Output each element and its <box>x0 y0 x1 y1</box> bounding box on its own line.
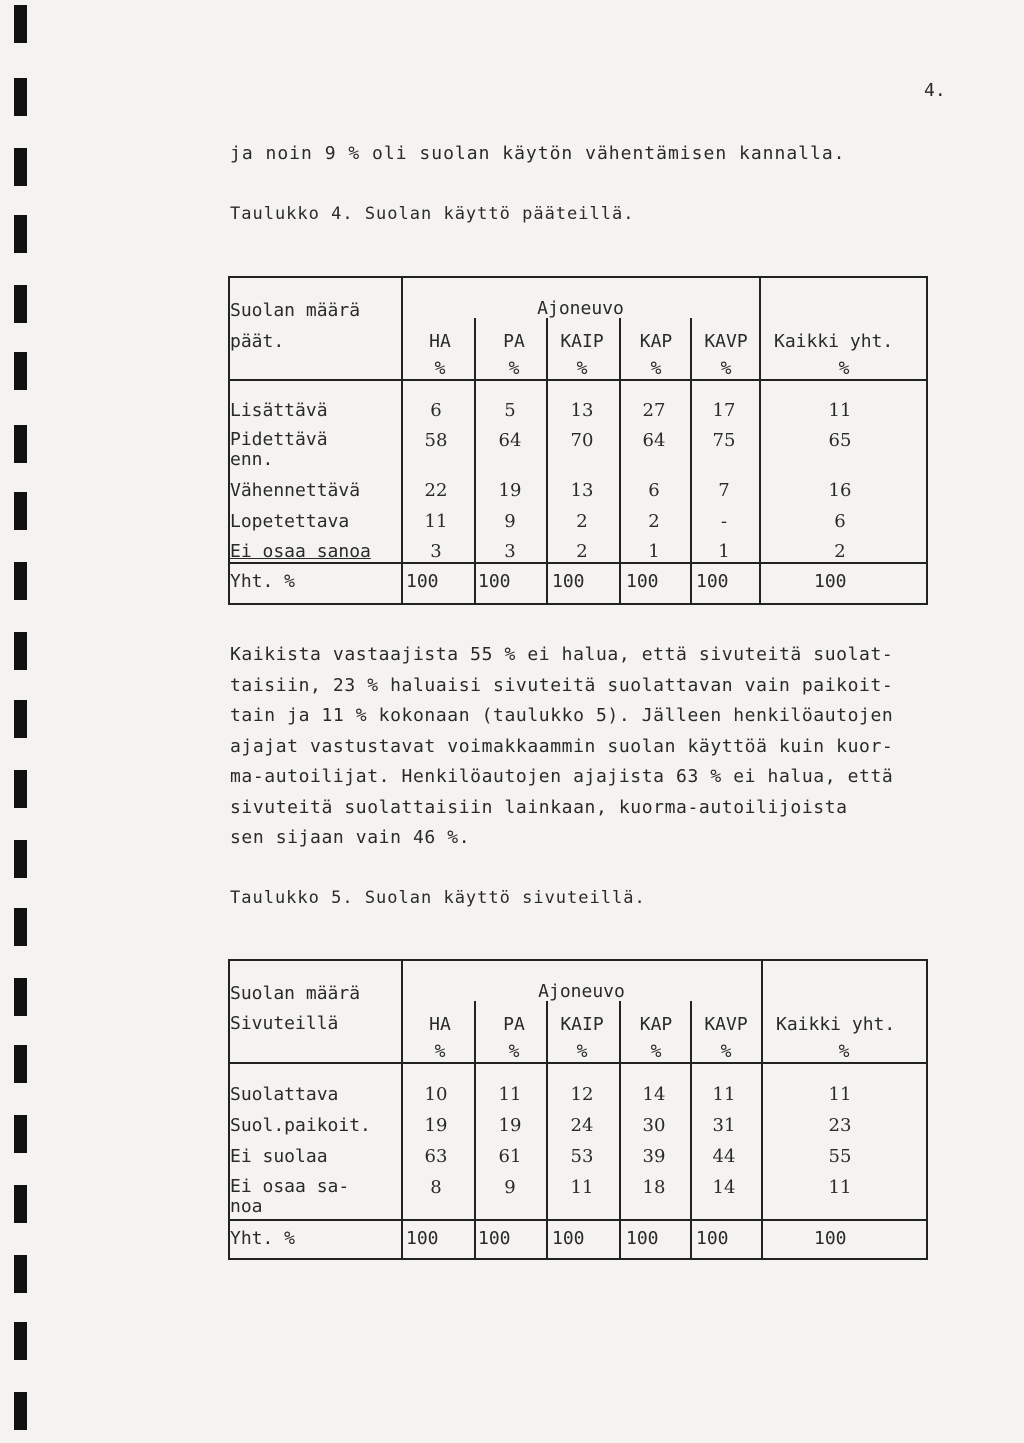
table4-value-cell: 6 <box>648 480 660 501</box>
table4-col-header: PA <box>503 331 525 352</box>
table5 <box>228 959 928 1260</box>
table4-value-cell: 64 <box>642 430 666 451</box>
table5-col-header: KAVP <box>704 1014 748 1035</box>
table5-col-header: Kaikki yht. <box>776 1014 896 1035</box>
table4-value-cell: 70 <box>570 430 594 451</box>
table5-value-cell: 55 <box>828 1146 852 1167</box>
table5-value-cell: 31 <box>712 1115 736 1136</box>
table5-unit: % <box>508 1041 520 1062</box>
table4-value-cell: 11 <box>828 400 852 421</box>
table5-value-cell: 19 <box>498 1115 522 1136</box>
table5-col-header: HA <box>429 1014 451 1035</box>
intro-line: ja noin 9 % oli suolan käytön vähentämisen kannalla. <box>230 143 846 164</box>
table4-total-cell: 100 <box>696 571 729 592</box>
table5-value-cell: 11 <box>570 1177 594 1198</box>
table5-col-header: KAIP <box>560 1014 604 1035</box>
table4-value-cell: - <box>720 511 728 532</box>
table5-value-cell: 11 <box>828 1177 852 1198</box>
table4-col-header: HA <box>429 331 451 352</box>
table5-row-label: Ei suolaa <box>230 1146 328 1167</box>
table4-value-cell: 11 <box>424 511 448 532</box>
paragraph-line: tain ja 11 % kokonaan (taulukko 5). Jälleen henkilöautojen <box>230 705 894 726</box>
table4-col-header: Kaikki yht. <box>774 331 894 352</box>
table4-col-header: KAP <box>639 331 673 352</box>
table4-value-cell: 5 <box>504 400 516 421</box>
table4-unit: % <box>576 358 588 379</box>
table4-row-label: Pidettävä enn. <box>230 429 328 470</box>
table5-value-cell: 11 <box>498 1084 522 1105</box>
table5-value-cell: 44 <box>712 1146 736 1167</box>
table5-value-cell: 14 <box>642 1084 666 1105</box>
paragraph-line: sivuteitä suolattaisiin lainkaan, kuorma-autoilijoista <box>230 796 848 818</box>
table4-corner-sub: päät. <box>230 331 285 352</box>
table4-corner-label: Suolan määrä <box>230 300 361 321</box>
body-paragraph <box>230 640 960 854</box>
table5-row-label: Suolattava <box>230 1084 339 1105</box>
table5-total-cell: 100 <box>696 1228 729 1249</box>
table4-value-cell: 65 <box>828 430 852 451</box>
table4-unit: % <box>838 358 850 379</box>
table4-group-header: Ajoneuvo <box>537 298 624 319</box>
table4-value-cell: 2 <box>648 511 660 532</box>
table4-unit: % <box>434 358 446 379</box>
table4-value-cell: 6 <box>834 511 846 532</box>
table4-value-cell: 17 <box>712 400 736 421</box>
table5-total-cell: 100 <box>626 1228 659 1249</box>
table5-value-cell: 30 <box>642 1115 666 1136</box>
table5-value-cell: 10 <box>424 1084 448 1105</box>
table5-row-label: Suol.paikoit. <box>230 1115 371 1136</box>
table4-value-cell: 9 <box>504 511 516 532</box>
table5-value-cell: 9 <box>504 1177 516 1198</box>
paragraph-line: sen sijaan vain 46 %. <box>230 827 471 848</box>
table5-corner-sub: Sivuteillä <box>230 1013 339 1034</box>
table5-value-cell: 18 <box>642 1177 666 1198</box>
table5-col-header: KAP <box>639 1014 673 1035</box>
table4-value-cell: 1 <box>718 541 730 562</box>
table4-caption: Taulukko 4. Suolan käyttö pääteillä. <box>230 204 635 224</box>
table5-total-label: Yht. % <box>230 1228 296 1249</box>
table4-value-cell: 2 <box>576 511 588 532</box>
table5-unit: % <box>720 1041 732 1062</box>
table4-value-cell: 3 <box>430 541 442 562</box>
table4-total-cell: 100 <box>814 571 847 592</box>
spiral-binding <box>14 0 28 1443</box>
table5-value-cell: 63 <box>424 1146 448 1167</box>
table5-caption: Taulukko 5. Suolan käyttö sivuteillä. <box>230 888 646 908</box>
paragraph-line: ma-autoilijat. Henkilöautojen ajajista 63 % ei halua, että <box>230 766 894 787</box>
table5-value-cell: 11 <box>712 1084 736 1105</box>
table5-value-cell: 61 <box>498 1146 522 1167</box>
paragraph-line: ajajat vastustavat voimakkaammin suolan käyttöä kuin kuor- <box>230 735 894 757</box>
table4-col-header: KAIP <box>560 331 604 352</box>
table4-value-cell: 75 <box>712 430 736 451</box>
table4-total-label: Yht. % <box>230 571 296 592</box>
table5-corner-label: Suolan määrä <box>230 983 361 1004</box>
table4-total-cell: 100 <box>406 571 439 592</box>
table5-total-cell: 100 <box>814 1228 847 1249</box>
table5-group-header: Ajoneuvo <box>538 981 625 1002</box>
table5-value-cell: 23 <box>828 1115 852 1136</box>
page-number: 4. <box>924 80 946 101</box>
table5-total-cell: 100 <box>552 1228 585 1249</box>
table5-value-cell: 11 <box>828 1084 852 1105</box>
paragraph-line: taisiin, 23 % haluaisi sivuteitä suolattavan vain paikoit- <box>230 674 894 696</box>
table4-value-cell: 3 <box>504 541 516 562</box>
table5-total-cell: 100 <box>406 1228 439 1249</box>
table4-value-cell: 13 <box>570 480 594 501</box>
table4-value-cell: 58 <box>424 430 448 451</box>
table4-value-cell: 2 <box>834 541 846 562</box>
table4-total-cell: 100 <box>552 571 585 592</box>
table5-value-cell: 19 <box>424 1115 448 1136</box>
table4-value-cell: 6 <box>430 400 442 421</box>
table4-unit: % <box>650 358 662 379</box>
table4-row-label: Lisättävä <box>230 400 328 421</box>
table5-value-cell: 8 <box>430 1177 442 1198</box>
table5-unit: % <box>650 1041 662 1062</box>
table4-row-label: Ei osaa sanoa <box>230 541 371 562</box>
table4-value-cell: 16 <box>828 480 852 501</box>
table5-value-cell: 24 <box>570 1115 594 1136</box>
paragraph-line: Kaikista vastaajista 55 % ei halua, että sivuteitä suolat- <box>230 644 894 665</box>
table4-unit: % <box>508 358 520 379</box>
table4-value-cell: 22 <box>424 480 448 501</box>
table4-value-cell: 2 <box>576 541 588 562</box>
table4-value-cell: 19 <box>498 480 522 501</box>
table5-unit: % <box>434 1041 446 1062</box>
table4-total-cell: 100 <box>626 571 659 592</box>
table5-value-cell: 12 <box>570 1084 594 1105</box>
table5-total-cell: 100 <box>478 1228 511 1249</box>
table4-value-cell: 13 <box>570 400 594 421</box>
table5-row-label: Ei osaa sa-noa <box>230 1176 350 1217</box>
table4-value-cell: 27 <box>642 400 666 421</box>
table4-row-label: Lopetettava <box>230 511 350 532</box>
table4-value-cell: 7 <box>718 480 730 501</box>
table5-unit: % <box>576 1041 588 1062</box>
table4-total-cell: 100 <box>478 571 511 592</box>
table4-row-label: Vähennettävä <box>230 480 361 501</box>
table5-value-cell: 14 <box>712 1177 736 1198</box>
table5-value-cell: 39 <box>642 1146 666 1167</box>
table5-unit: % <box>838 1041 850 1062</box>
table4 <box>228 276 928 605</box>
table4-value-cell: 64 <box>498 430 522 451</box>
table5-col-header: PA <box>503 1014 525 1035</box>
table4-value-cell: 1 <box>648 541 660 562</box>
table4-col-header: KAVP <box>704 331 748 352</box>
table5-value-cell: 53 <box>570 1146 594 1167</box>
table4-unit: % <box>720 358 732 379</box>
